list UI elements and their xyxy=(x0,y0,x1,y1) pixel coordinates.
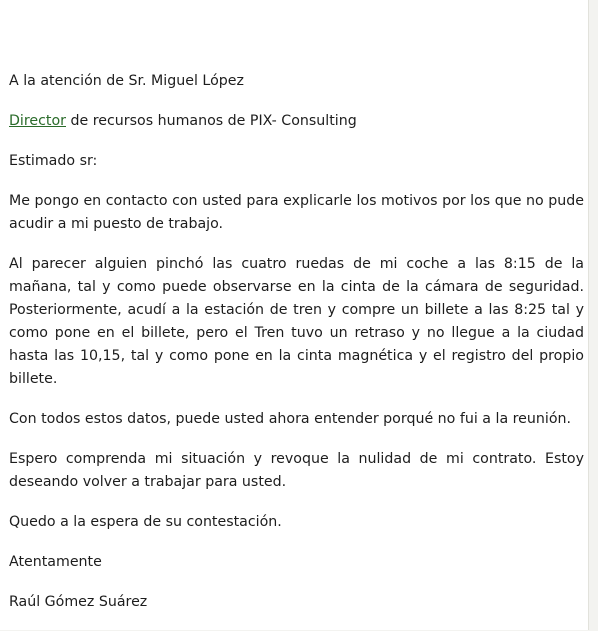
paragraph-4: Espero comprenda mi situación y revoque la nulidad de mi contrato. Estoy deseando volver a trabajar para usted. xyxy=(9,451,584,490)
paragraph-2: Al parecer alguien pinchó las cuatro ruedas de mi coche a las 8:15 de la mañana, tal y como puede observarse en la cinta de la cámara de seguridad. Posteriormente, acudí a la estación de tren y compre un billete a las 8:25 tal y como pone en el billete, pero el Tren tuvo un retraso y no llegue a la ciudad hasta las 10,15, tal y como pone en la cinta magnética y el registro del propio billete. xyxy=(9,256,584,387)
paragraph-1: Me pongo en contacto con usted para explicarle los motivos por los que no pude acudir a mi puesto de trabajo. xyxy=(9,193,584,232)
title-line xyxy=(9,110,584,133)
signature: Raúl Gómez Suárez xyxy=(9,594,148,610)
right-margin-strip xyxy=(589,0,598,630)
paragraph-3: Con todos estos datos, puede usted ahora entender porqué no fui a la reunión. xyxy=(9,411,572,427)
director-link[interactable]: Director xyxy=(9,113,66,129)
paragraph-5: Quedo a la espera de su contestación. xyxy=(9,514,282,530)
title-rest: de recursos humanos de PIX- Consulting xyxy=(66,113,357,129)
closing: Atentamente xyxy=(9,554,102,570)
letter-body xyxy=(9,70,584,631)
addressee-line: A la atención de Sr. Miguel López xyxy=(9,73,244,89)
greeting: Estimado sr: xyxy=(9,153,98,169)
